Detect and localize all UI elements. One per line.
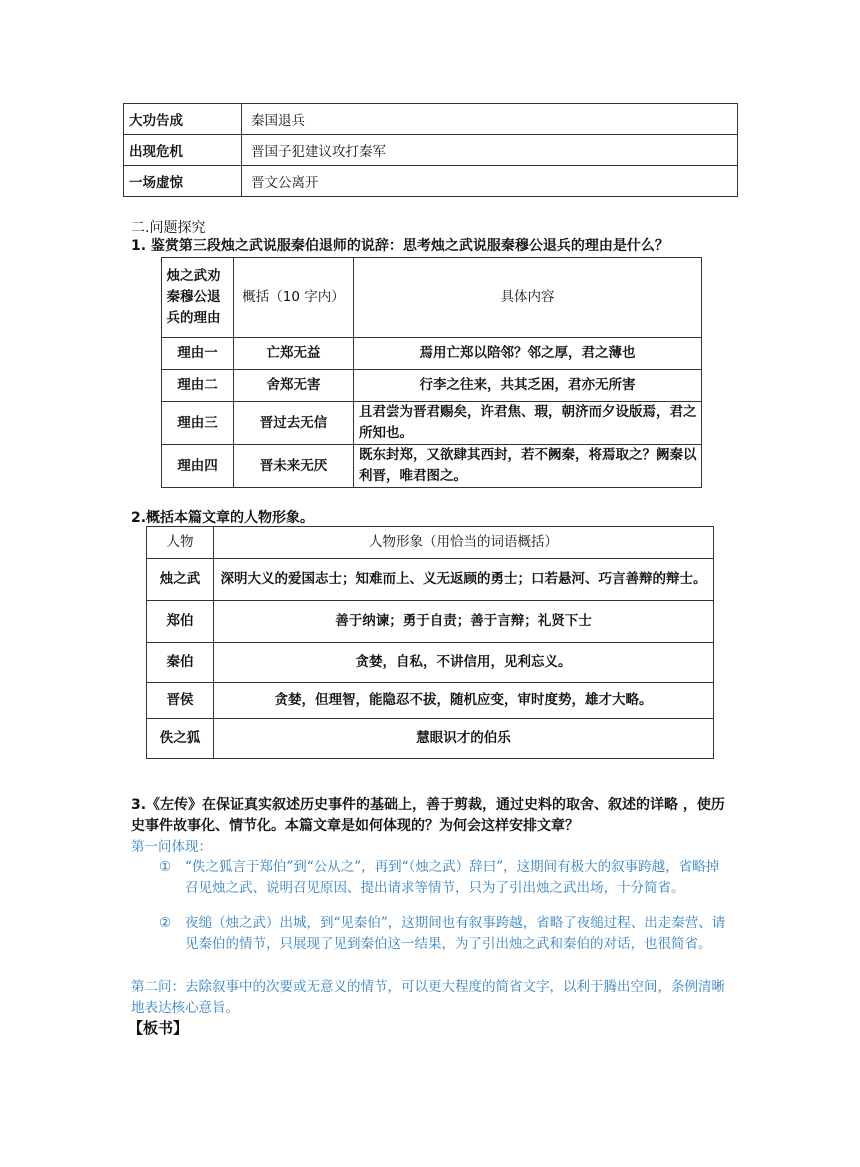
table-header: 具体内容 (354, 258, 702, 338)
table-cell: 贪婪，但理智，能隐忍不拔，随机应变，审时度势，雄才大略。 (214, 683, 714, 719)
table-row (147, 683, 714, 719)
point-text: “佚之狐言于郑伯”到“公从之”，再到“（烛之武）辞曰”，这期间有极大的叙事跨越，省略掉召见烛之武、说明召见原因、提出请求等情节，只为了引出烛之武出场，十分简省。 (185, 859, 720, 896)
table-cell: 一场虚惊 (124, 166, 242, 197)
table-row (162, 370, 702, 402)
table-row (124, 104, 738, 135)
table-header-row (162, 258, 702, 338)
table-header-label: 烛之武劝秦穆公退兵的理由 (166, 268, 221, 326)
table-cell: 理由一 (162, 338, 234, 370)
table-cell: 既东封郑，又欲肆其西封，若不阙秦，将焉取之？阙秦以利晋，唯君图之。 (354, 445, 702, 488)
reasons-table (161, 257, 702, 488)
characters-table (146, 526, 714, 759)
table-cell: 郑伯 (147, 601, 214, 643)
table-cell: 烛之武 (147, 559, 214, 601)
table-cell: 深明大义的爱国志士；知难而上、义无返顾的勇士；口若悬河、巧言善辩的辩士。 (214, 559, 714, 601)
table-row (124, 135, 738, 166)
table-row (147, 601, 714, 643)
question-1: 1. 鉴赏第三段烛之武说服秦伯退师的说辞：思考烛之武说服秦穆公退兵的理由是什么？ (131, 238, 669, 254)
table-cell: 理由二 (162, 370, 234, 402)
table-row (162, 338, 702, 370)
table-cell: 晋未来无厌 (234, 445, 354, 488)
table-header: 概括（10 字内） (234, 258, 354, 338)
board-heading: 【板书】 (128, 1019, 189, 1037)
table-header (162, 258, 234, 338)
plot-summary-table (123, 103, 738, 197)
point-marker: ② (159, 915, 172, 931)
table-cell: 理由四 (162, 445, 234, 488)
table-cell: 佚之狐 (147, 719, 214, 759)
table-cell: 晋国子犯建议攻打秦军 (242, 135, 738, 166)
point-text: 夜缒（烛之武）出城，到“见秦伯”，这期间也有叙事跨越，省略了夜缒过程、出走秦营、请见秦伯的情节，只展现了见到秦伯这一结果，为了引出烛之武和秦伯的对话，也很简省。 (185, 915, 726, 952)
table-row (147, 559, 714, 601)
table-cell: 贪婪，自私，不讲信用，见利忘义。 (214, 643, 714, 683)
answer-point-2 (159, 913, 731, 955)
table-cell: 且君尝为晋君赐矣，许君焦、瑕，朝济而夕设版焉，君之所知也。 (354, 402, 702, 445)
answer-point-1 (159, 857, 731, 899)
table-cell: 理由三 (162, 402, 234, 445)
table-cell: 秦伯 (147, 643, 214, 683)
table-cell: 晋文公离开 (242, 166, 738, 197)
table-cell: 善于纳谏；勇于自责；善于言辩；礼贤下士 (214, 601, 714, 643)
question-2: 2.概括本篇文章的人物形象。 (131, 510, 315, 526)
section-heading: 二.问题探究 (131, 220, 206, 236)
table-cell: 出现危机 (124, 135, 242, 166)
question-3: 3.《左传》在保证真实叙述历史事件的基础上，善于剪裁，通过史料的取舍、叙述的详略 ，使历史事件故事化、情节化。本篇文章是如何体现的？为何会这样安排文章？ (131, 797, 725, 834)
table-header-row (147, 527, 714, 559)
table-header: 人物形象（用恰当的词语概括） (214, 527, 714, 559)
answer-first-label: 第一问体现： (131, 839, 212, 855)
table-cell: 秦国退兵 (242, 104, 738, 135)
table-row (162, 445, 702, 488)
table-row (147, 719, 714, 759)
table-cell: 慧眼识才的伯乐 (214, 719, 714, 759)
table-cell: 晋过去无信 (234, 402, 354, 445)
table-row (162, 402, 702, 445)
table-cell: 亡郑无益 (234, 338, 354, 370)
answer-second: 第二问：去除叙事中的次要或无意义的情节，可以更大程度的简省文字，以利于腾出空间，条例清晰地表达核心意旨。 (131, 979, 725, 1016)
table-cell: 大功告成 (124, 104, 242, 135)
table-row (147, 643, 714, 683)
table-cell: 舍郑无害 (234, 370, 354, 402)
table-header: 人物 (147, 527, 214, 559)
table-cell: 行李之往来，共其乏困，君亦无所害 (354, 370, 702, 402)
table-row (124, 166, 738, 197)
table-cell: 晋侯 (147, 683, 214, 719)
table-cell: 焉用亡郑以陪邻？邻之厚，君之薄也 (354, 338, 702, 370)
point-marker: ① (159, 859, 172, 875)
